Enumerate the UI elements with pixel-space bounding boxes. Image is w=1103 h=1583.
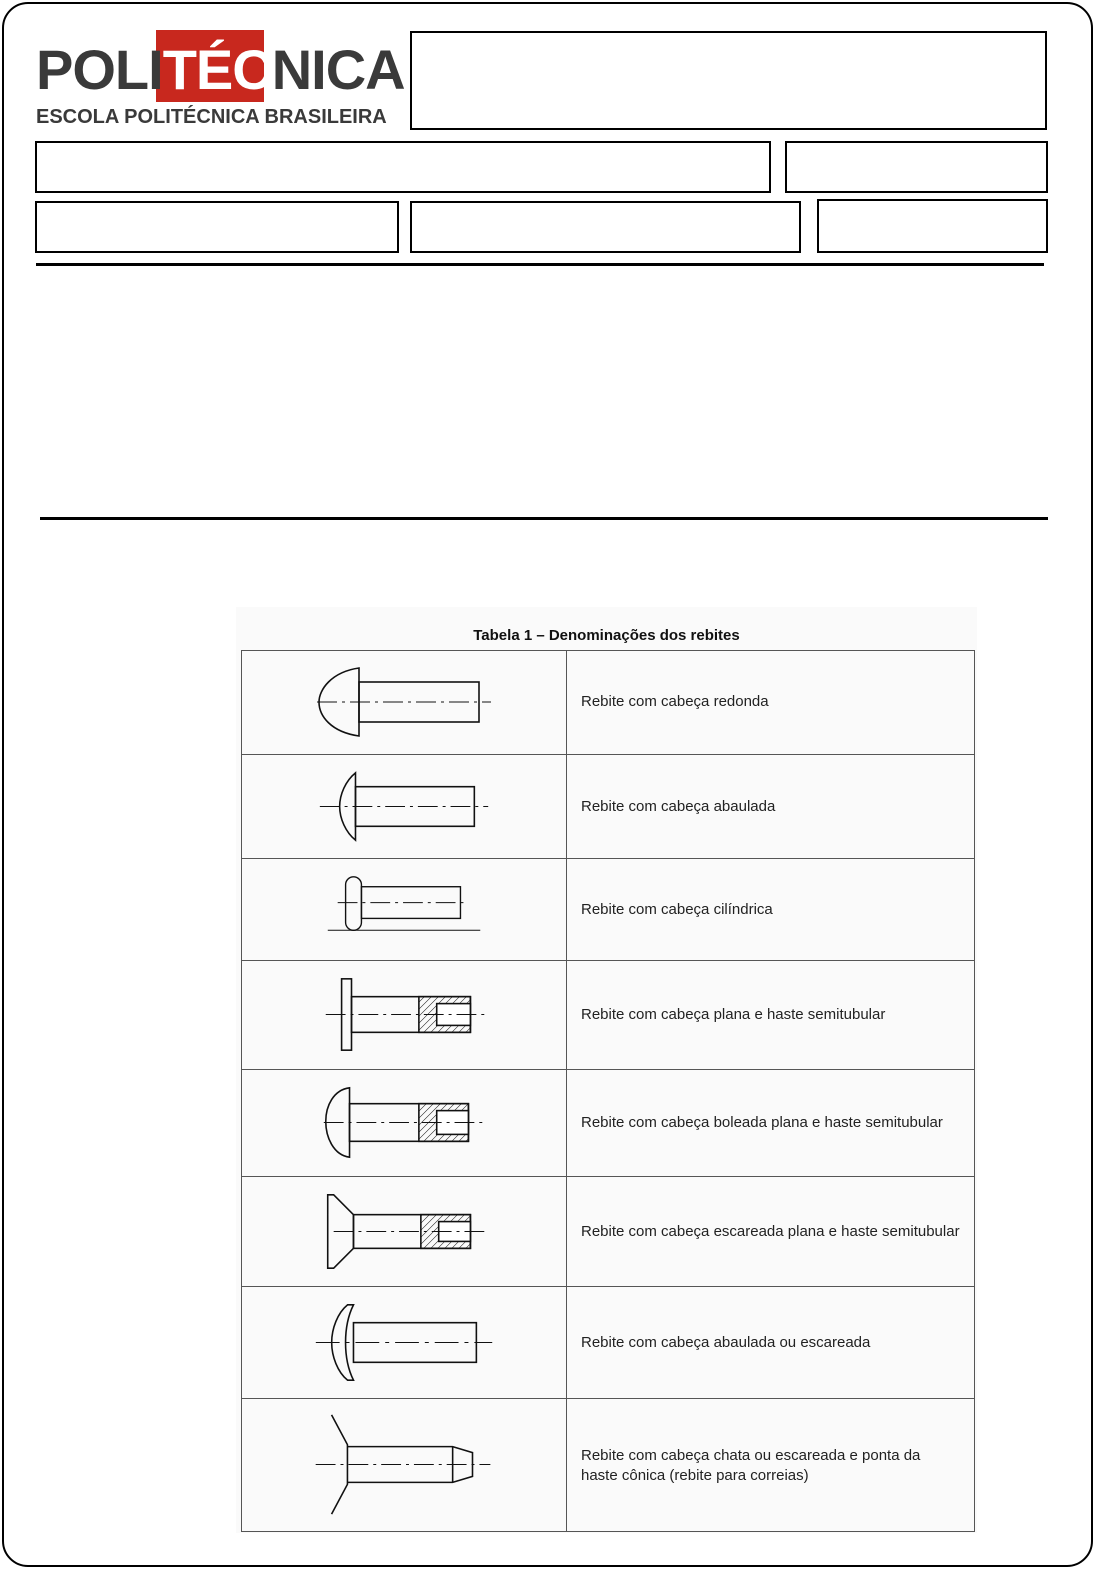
header-divider [36,263,1044,266]
content-divider [40,517,1048,520]
header-field-box-2[interactable] [785,141,1048,193]
cylindrical-head-rivet-icon [241,859,571,960]
row-label: Rebite com cabeça chata ou escareada e ponta da haste cônica (rebite para correias) [581,1446,921,1484]
header-field-box-4[interactable] [410,201,801,253]
header-field-box-5[interactable] [817,199,1048,253]
domed-head-rivet-icon [241,755,571,858]
row-label: Rebite com cabeça escareada plana e haste semitubular [581,1222,960,1240]
table-row [241,1286,975,1398]
header-title-box[interactable] [410,31,1047,130]
table-row [241,858,975,960]
logo-wordmark [36,38,405,102]
table-row [241,754,975,858]
rivet-table [236,607,977,1533]
flat-head-conical-tip-rivet-icon [241,1399,571,1532]
logo-subtitle: ESCOLA POLITÉCNICA BRASILEIRA [36,106,387,128]
table-row [241,1398,975,1532]
logo-word-highlight: TÉC [162,38,272,101]
rounded-flat-head-semitubular-rivet-icon [241,1070,571,1176]
politecnica-logo [36,30,405,130]
row-label: Rebite com cabeça cilíndrica [581,900,773,918]
countersunk-flat-head-semitubular-rivet-icon [241,1177,571,1286]
round-head-rivet-icon [241,650,571,754]
row-label: Rebite com cabeça redonda [581,693,769,710]
header-field-box-3[interactable] [35,201,399,253]
table-row [241,960,975,1069]
flat-head-semitubular-rivet-icon [241,961,571,1069]
table-row [241,650,975,754]
header-field-box-1[interactable] [35,141,771,193]
table-title: Tabela 1 – Denominações dos rebites [473,627,740,644]
row-label: Rebite com cabeça plana e haste semitubular [581,1006,886,1023]
logo-word-before: POLI [36,38,163,101]
table-row [241,1176,975,1286]
table-row [241,1069,975,1176]
row-label: Rebite com cabeça boleada plana e haste semitubular [581,1114,943,1131]
row-label: Rebite com cabeça abaulada ou escareada [581,1333,871,1351]
domed-or-countersunk-rivet-icon [241,1287,571,1398]
row-label: Rebite com cabeça abaulada [581,797,776,815]
logo-word-after: NICA [271,38,405,101]
